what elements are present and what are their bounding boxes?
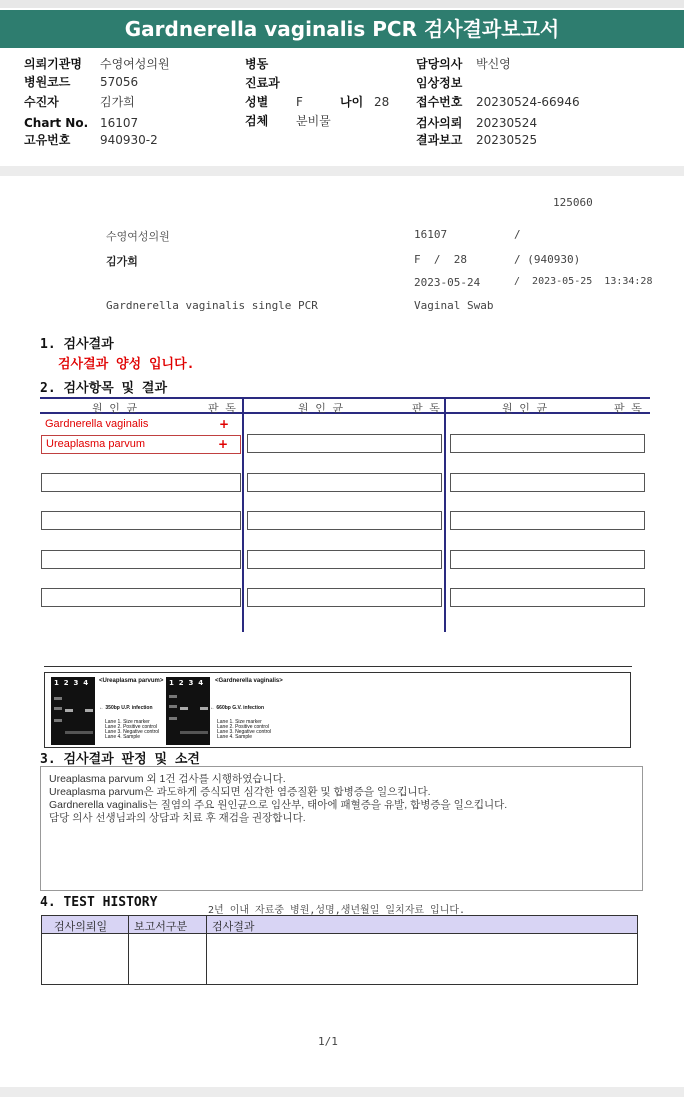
col-judge-2: 판 독 [412,402,440,415]
age-value: 28 [374,95,390,109]
report-label: 결과보고 [416,133,463,147]
empty-row [450,511,645,530]
hcode-value: 57056 [100,75,139,89]
gel-up-lane1: Lane 1. Size marker [105,719,150,725]
empty-row [41,588,241,607]
opinion-line: Ureaplasma parvum은 과도하게 증식되면 심각한 염증질환 및 합병증을 일으킵니다. [49,786,431,798]
section-4-title: 4. TEST HISTORY [40,895,158,910]
gel-band [54,707,62,710]
clinical-label: 임상정보 [416,76,463,90]
specimen-label: 검체 [245,114,269,128]
sex-label: 성별 [245,95,269,109]
opinion-box [40,766,643,891]
hospital-label: 의뢰기관명 [24,57,82,71]
gel-band [54,719,62,722]
chart-label: Chart No. [24,116,89,130]
col-pathogen-2: 원 인 균 [298,402,344,415]
gel-gv-lane3: Lane 3. Negative control [217,729,272,735]
uid-value: 940930-2 [100,133,158,147]
info-sexage: F / 28 [414,253,467,266]
empty-row [450,550,645,569]
gel-band [169,705,177,708]
request-label: 검사의뢰 [416,116,463,130]
page-number: 1/1 [318,1035,338,1048]
result-row [41,435,241,454]
empty-row [247,588,442,607]
info-hospital: 수영여성의원 [106,230,170,243]
pathogen-flag: + [217,437,228,451]
gel-gv-lane2: Lane 2. Positive control [217,724,269,730]
info-test: Gardnerella vaginalis single PCR [106,299,318,312]
pathogen-name: Ureaplasma parvum [46,438,146,450]
result-message: 검사결과 양성 입니다. [58,357,195,372]
gel-up-lane2: Lane 2. Positive control [105,724,157,730]
gel-up-lane3: Lane 3. Negative control [105,729,160,735]
gel-up-band: ← 350bp U.P. infection [99,705,153,711]
opinion-line: Ureaplasma parvum 외 1건 검사를 시행하였습니다. [49,773,286,785]
table-divider-1 [242,397,244,632]
gel-band [200,707,208,710]
history-col-sep [206,916,207,984]
info-specimen: Vaginal Swab [414,299,494,312]
empty-row [41,511,241,530]
empty-row [450,434,645,453]
empty-row [247,550,442,569]
hospital-value: 수영여성의원 [100,57,170,71]
header-divider [0,166,684,176]
result-table-header [40,397,650,414]
section-1-title: 1. 검사결과 [40,337,114,352]
sex-value: F [296,95,303,109]
gel-band [169,695,177,698]
gel-up-title: <Ureaplasma parvum> [99,678,164,684]
gel-band [65,709,73,712]
info-date2: / 2023-05-25 13:34:28 [514,276,653,287]
gel-gv-lane4: Lane 4. Sample [217,734,253,740]
doctor-value: 박신영 [476,57,511,71]
hcode-label: 병원코드 [24,75,71,89]
col-judge-1: 판 독 [208,402,236,415]
age-label: 나이 [340,95,364,109]
lab-code: 125060 [553,196,593,209]
empty-row [450,588,645,607]
receipt-value: 20230524-66946 [476,95,580,109]
gel-gv-band: ← 660bp G.V. infection [210,705,264,711]
history-header [42,916,637,934]
section-3-title: 3. 검사결과 판정 및 소견 [40,752,200,767]
uid-label: 고유번호 [24,133,71,147]
receipt-label: 접수번호 [416,95,463,109]
history-col-sep [128,916,129,984]
history-col-date: 검사의뢰일 [54,920,108,933]
specimen-value: 분비물 [296,114,331,128]
report-title: Gardnerella vaginalis PCR 검사결과보고서 [0,10,684,48]
chart-value: 16107 [100,116,139,130]
top-strip [0,0,684,8]
gel-band [180,707,188,710]
opinion-line: 담당 의사 선생님과의 상담과 치료 후 재검을 권장합니다. [49,812,306,824]
gel-lane-numbers: 1 2 3 4 [169,679,204,687]
doctor-label: 담당의사 [416,57,463,71]
empty-row [247,511,442,530]
pathogen-flag: + [218,417,229,431]
gel-separator [44,666,632,667]
history-col-type: 보고서구분 [134,920,188,933]
gel-band [169,717,177,720]
info-birth: / (940930) [514,253,581,266]
empty-row [247,434,442,453]
ward-label: 병동 [245,57,269,71]
info-slash: / [514,228,521,241]
gel-image-panel [44,672,631,748]
info-chart: 16107 [414,228,448,241]
empty-row [450,473,645,492]
request-value: 20230524 [476,116,538,130]
dept-label: 진료과 [245,76,280,90]
history-col-result: 검사결과 [212,920,255,933]
bottom-strip [0,1087,684,1097]
gel-band [85,709,93,712]
patient-label: 수진자 [24,95,59,109]
patient-value: 김가희 [100,95,135,109]
empty-row [41,550,241,569]
gel-image-gv [166,677,210,745]
history-note: 2년 이내 자료중 병원,성명,생년월일 일치자료 입니다. [208,905,466,916]
table-divider-2 [444,397,446,632]
gel-image-up [51,677,95,745]
gel-gv-lane1: Lane 1. Size marker [217,719,262,725]
result-row [41,416,241,435]
hospital-row [24,57,82,71]
history-table [41,915,638,985]
empty-row [41,473,241,492]
gel-gv-title: <Gardnerella vaginalis> [215,678,283,684]
pathogen-name: Gardnerella vaginalis [45,418,149,430]
col-judge-3: 판 독 [614,402,642,415]
gel-band [54,697,62,700]
info-patient: 김가희 [106,255,138,268]
info-date1: 2023-05-24 [414,276,481,289]
gel-up-lane4: Lane 4. Sample [105,734,141,740]
opinion-line: Gardnerella vaginalis는 질염의 주요 원인균으로 임산부, 태아에 패혈증을 유발, 합병증을 일으킵니다. [49,799,508,811]
col-pathogen-1: 원 인 균 [92,402,138,415]
report-value: 20230525 [476,133,538,147]
gel-band [65,731,93,734]
empty-row [247,473,442,492]
gel-lane-numbers: 1 2 3 4 [54,679,89,687]
col-pathogen-3: 원 인 균 [502,402,548,415]
section-2-title: 2. 검사항목 및 결과 [40,381,168,396]
gel-band [180,731,208,734]
